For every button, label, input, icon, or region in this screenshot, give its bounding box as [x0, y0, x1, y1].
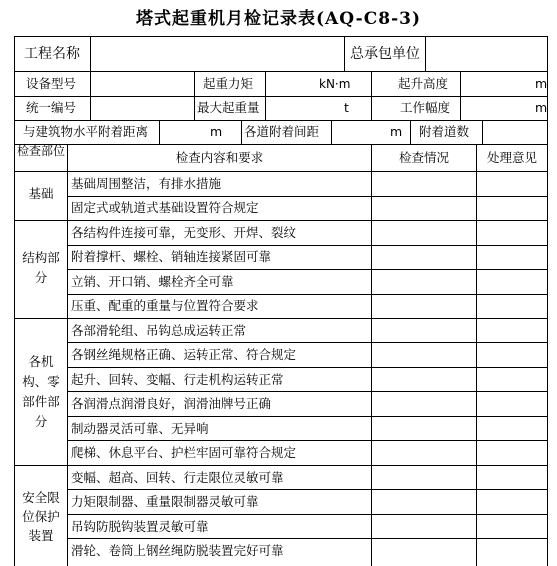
rule-line [90, 71, 91, 120]
max-lifting-weight-label: 最大起重量 [197, 100, 260, 115]
building-distance-unit: m [210, 124, 223, 139]
rule-line [90, 36, 91, 71]
attachment-spacing-unit: m [390, 124, 403, 139]
lifting-height-unit: m [535, 76, 548, 91]
check-item: 压重、配重的重量与位置符合要求 [71, 298, 259, 313]
check-item: 爬梯、休息平台、护栏牢固可靠符合规定 [71, 445, 297, 460]
rule-line [14, 96, 548, 97]
rule-line [344, 36, 345, 71]
check-item: 各部滑轮组、吊钩总成运转正常 [71, 323, 247, 338]
rule-line [14, 36, 15, 566]
rule-line [241, 120, 242, 144]
check-item: 各润滑点润滑良好，润滑油牌号正确 [71, 396, 272, 411]
rule-line [410, 120, 411, 144]
lifting-moment-label: 起重力矩 [203, 76, 254, 91]
rule-line [547, 36, 548, 566]
rule-line [194, 71, 195, 120]
column-header-opinion: 处理意见 [486, 150, 537, 165]
rule-line [331, 120, 332, 144]
page-title: 塔式起重机月检记录表(AQ-C8-3) [135, 9, 421, 29]
rule-line [14, 120, 548, 121]
check-item: 力矩限制器、重量限制器灵敏可靠 [71, 494, 259, 509]
rule-line [159, 120, 160, 144]
rule-line [371, 144, 372, 566]
check-item: 变幅、超高、回转、行走限位灵敏可靠 [71, 470, 284, 485]
rule-line [14, 465, 548, 466]
lifting-height-label: 起升高度 [398, 76, 449, 91]
column-header-content: 检查内容和要求 [175, 150, 264, 165]
part-label-structure: 结构部分 [22, 250, 60, 285]
working-range-unit: m [535, 100, 548, 115]
building-distance-label: 与建筑物水平附着距离 [23, 124, 149, 139]
part-label-mechanisms: 各机构、零部件部分 [22, 354, 60, 429]
check-item: 基础周围整洁，有排水措施 [71, 176, 222, 191]
rule-line [67, 144, 68, 566]
rule-line [482, 120, 483, 144]
check-item: 各结构件连接可靠，无变形、开焊、裂纹 [71, 225, 297, 240]
rule-line [265, 71, 266, 120]
rule-line [476, 144, 477, 566]
check-item: 吊钩防脱钩装置灵敏可靠 [71, 519, 209, 534]
max-lifting-weight-unit: t [344, 100, 349, 115]
check-item: 起升、回转、变幅、行走机构运转正常 [71, 372, 284, 387]
part-label-foundation: 基础 [28, 186, 54, 201]
attachment-spacing-label: 各道附着间距 [244, 124, 320, 139]
general-contractor-label: 总承包单位 [350, 46, 420, 62]
check-item: 各钢丝绳规格正确、运转正常、符合规定 [71, 347, 297, 362]
check-item: 立销、开口销、螺栓齐全可靠 [71, 274, 234, 289]
project-name-label: 工程名称 [24, 46, 80, 62]
check-item: 滑轮、卷筒上钢丝绳防脱装置完好可靠 [71, 543, 284, 558]
rule-line [14, 36, 548, 37]
part-label-safety-devices: 安全限位保护装置 [22, 490, 60, 543]
unified-number-label: 统一编号 [26, 100, 77, 115]
rule-line [14, 144, 548, 145]
lifting-moment-unit: kN·m [319, 77, 351, 91]
working-range-label: 工作幅度 [400, 100, 451, 115]
check-item: 制动器灵活可靠、无异响 [71, 421, 209, 436]
rule-line [14, 220, 548, 221]
column-header-part: 检查部位 [16, 144, 65, 158]
rule-line [460, 71, 461, 120]
rule-line [425, 36, 426, 71]
rule-line [14, 171, 548, 172]
rule-line [14, 318, 548, 319]
equipment-model-label: 设备型号 [26, 76, 77, 91]
check-item: 附着撑杆、螺栓、销轴连接紧固可靠 [71, 249, 272, 264]
rule-line [14, 71, 548, 72]
check-item: 固定式或轨道式基础设置符合规定 [71, 200, 259, 215]
attachment-count-label: 附着道数 [419, 124, 470, 139]
rule-line [371, 71, 372, 120]
column-header-result: 检查情况 [398, 150, 449, 165]
inspection-form [14, 36, 548, 566]
